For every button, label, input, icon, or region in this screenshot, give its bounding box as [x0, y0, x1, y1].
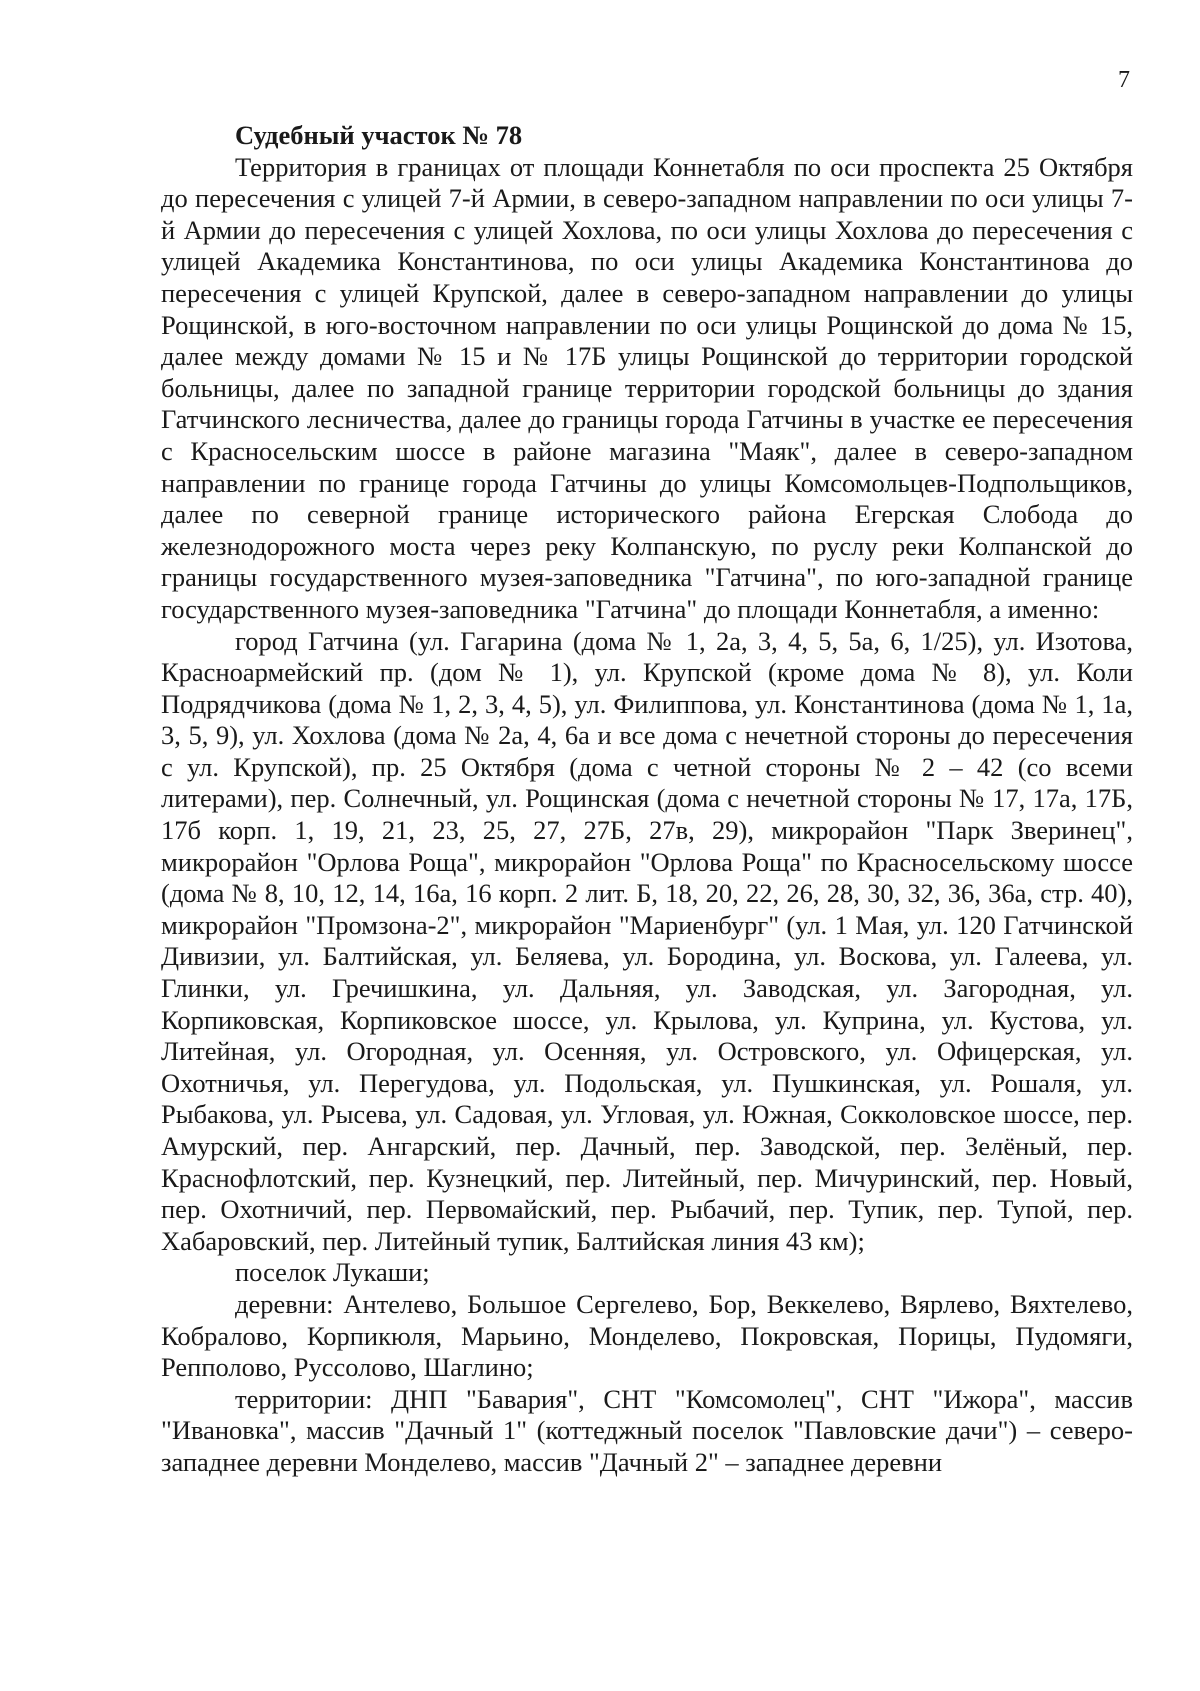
- paragraph-lukashi-settlement: поселок Лукаши;: [235, 1257, 430, 1288]
- paragraph-villages: деревни: Антелево, Большое Сергелево, Бор, Веккелево, Вярлево, Вяхтелево, Кобралово, Корпикюля, Марьино, Монделево, Покровская, Порицы, Пудомяги, Репполово, Руссолово, Шаглино;: [161, 1288, 1133, 1383]
- paragraph-territories: территории: ДНП "Бавария", СНТ "Комсомолец", СНТ "Ижора", массив "Ивановка", массив "Дачный 1" (коттеджный поселок "Павловские дачи") – северо-западнее деревни Монделево, массив "Дачный 2" – западнее деревни: [161, 1383, 1133, 1477]
- page-number: 7: [1118, 67, 1130, 93]
- document-body: [161, 120, 1133, 1479]
- paragraph-gatchina-city: город Гатчина (ул. Гагарина (дома № 1, 2а, 3, 4, 5, 5а, 6, 1/25), ул. Изотова, Красноармейский пр. (дом № 1), ул. Крупской (кроме дома № 8), ул. Коли Подрядчикова (дома № 1, 2, 3, 4, 5), ул. Филиппова, ул. Константинова (дома № 1, 1а, 3, 5, 9), ул. Хохлова (дома № 2а, 4, 6а и все дома с нечетной стороны до пересечения с ул. Крупской), пр. 25 Октября (дома с четной стороны № 2 – 42 (со всеми литерами), пер. Солнечный, ул. Рощинская (дома с нечетной стороны № 17, 17а, 17Б, 17б корп. 1, 19, 21, 23, 25, 27, 27Б, 27в, 29), микрорайон "Парк Зверинец", микрорайон "Орлова Роща", микрорайон "Орлова Роща" по Красносельскому шоссе (дома № 8, 10, 12, 14, 16а, 16 корп. 2 лит. Б, 18, 20, 22, 26, 28, 30, 32, 36, 36а, стр. 40), микрорайон "Промзона-2", микрорайон "Мариенбург" (ул. 1 Мая, ул. 120 Гатчинской Дивизии, ул. Балтийская, ул. Беляева, ул. Бородина, ул. Воскова, ул. Галеева, ул. Глинки, ул. Гречишкина, ул. Дальняя, ул. Заводская, ул. Загородная, ул. Корпиковская, Корпиковское шоссе, ул. Крылова, ул. Куприна, ул. Кустова, ул. Литейная, ул. Огородная, ул. Осенняя, ул. Островского, ул. Офицерская, ул. Охотничья, ул. Перегудова, ул. Подольская, ул. Пушкинская, ул. Рошаля, ул. Рыбакова, ул. Рысева, ул. Садовая, ул. Угловая, ул. Южная, Сокколовское шоссе, пер. Амурский, пер. Ангарский, пер. Дачный, пер. Заводской, пер. Зелёный, пер. Краснофлотский, пер. Кузнецкий, пер. Литейный, пер. Мичуринский, пер. Новый, пер. Охотничий, пер. Первомайский, пер. Рыбачий, пер. Тупик, пер. Тупой, пер. Хабаровский, пер. Литейный тупик, Балтийская линия 43 км);: [161, 625, 1133, 1256]
- section-heading: Судебный участок № 78: [235, 120, 523, 150]
- paragraph-territory-boundaries: Территория в границах от площади Коннетабля по оси проспекта 25 Октября до пересечения с улицей 7-й Армии, в северо-западном направлении по оси улицы 7-й Армии до пересечения с улицей Хохлова, по оси улицы Хохлова до пересечения с улицей Академика Константинова, по оси улицы Академика Константинова до пересечения с улицей Крупской, далее в северо-западном направлении до улицы Рощинской, в юго-восточном направлении по оси улицы Рощинской до дома № 15, далее между домами № 15 и № 17Б улицы Рощинской до территории городской больницы, далее по западной границе территории городской больницы до здания Гатчинского лесничества, далее до границы города Гатчины в участке ее пересечения с Красносельским шоссе в районе магазина "Маяк", далее в северо-западном направлении по границе города Гатчины до улицы Комсомольцев-Подпольщиков, далее по северной границе исторического района Егерская Слобода до железнодорожного моста через реку Колпанскую, по руслу реки Колпанской до границы государственного музея-заповедника "Гатчина", по юго-западной границе государственного музея-заповедника "Гатчина" до площади Коннетабля, а именно:: [161, 151, 1133, 624]
